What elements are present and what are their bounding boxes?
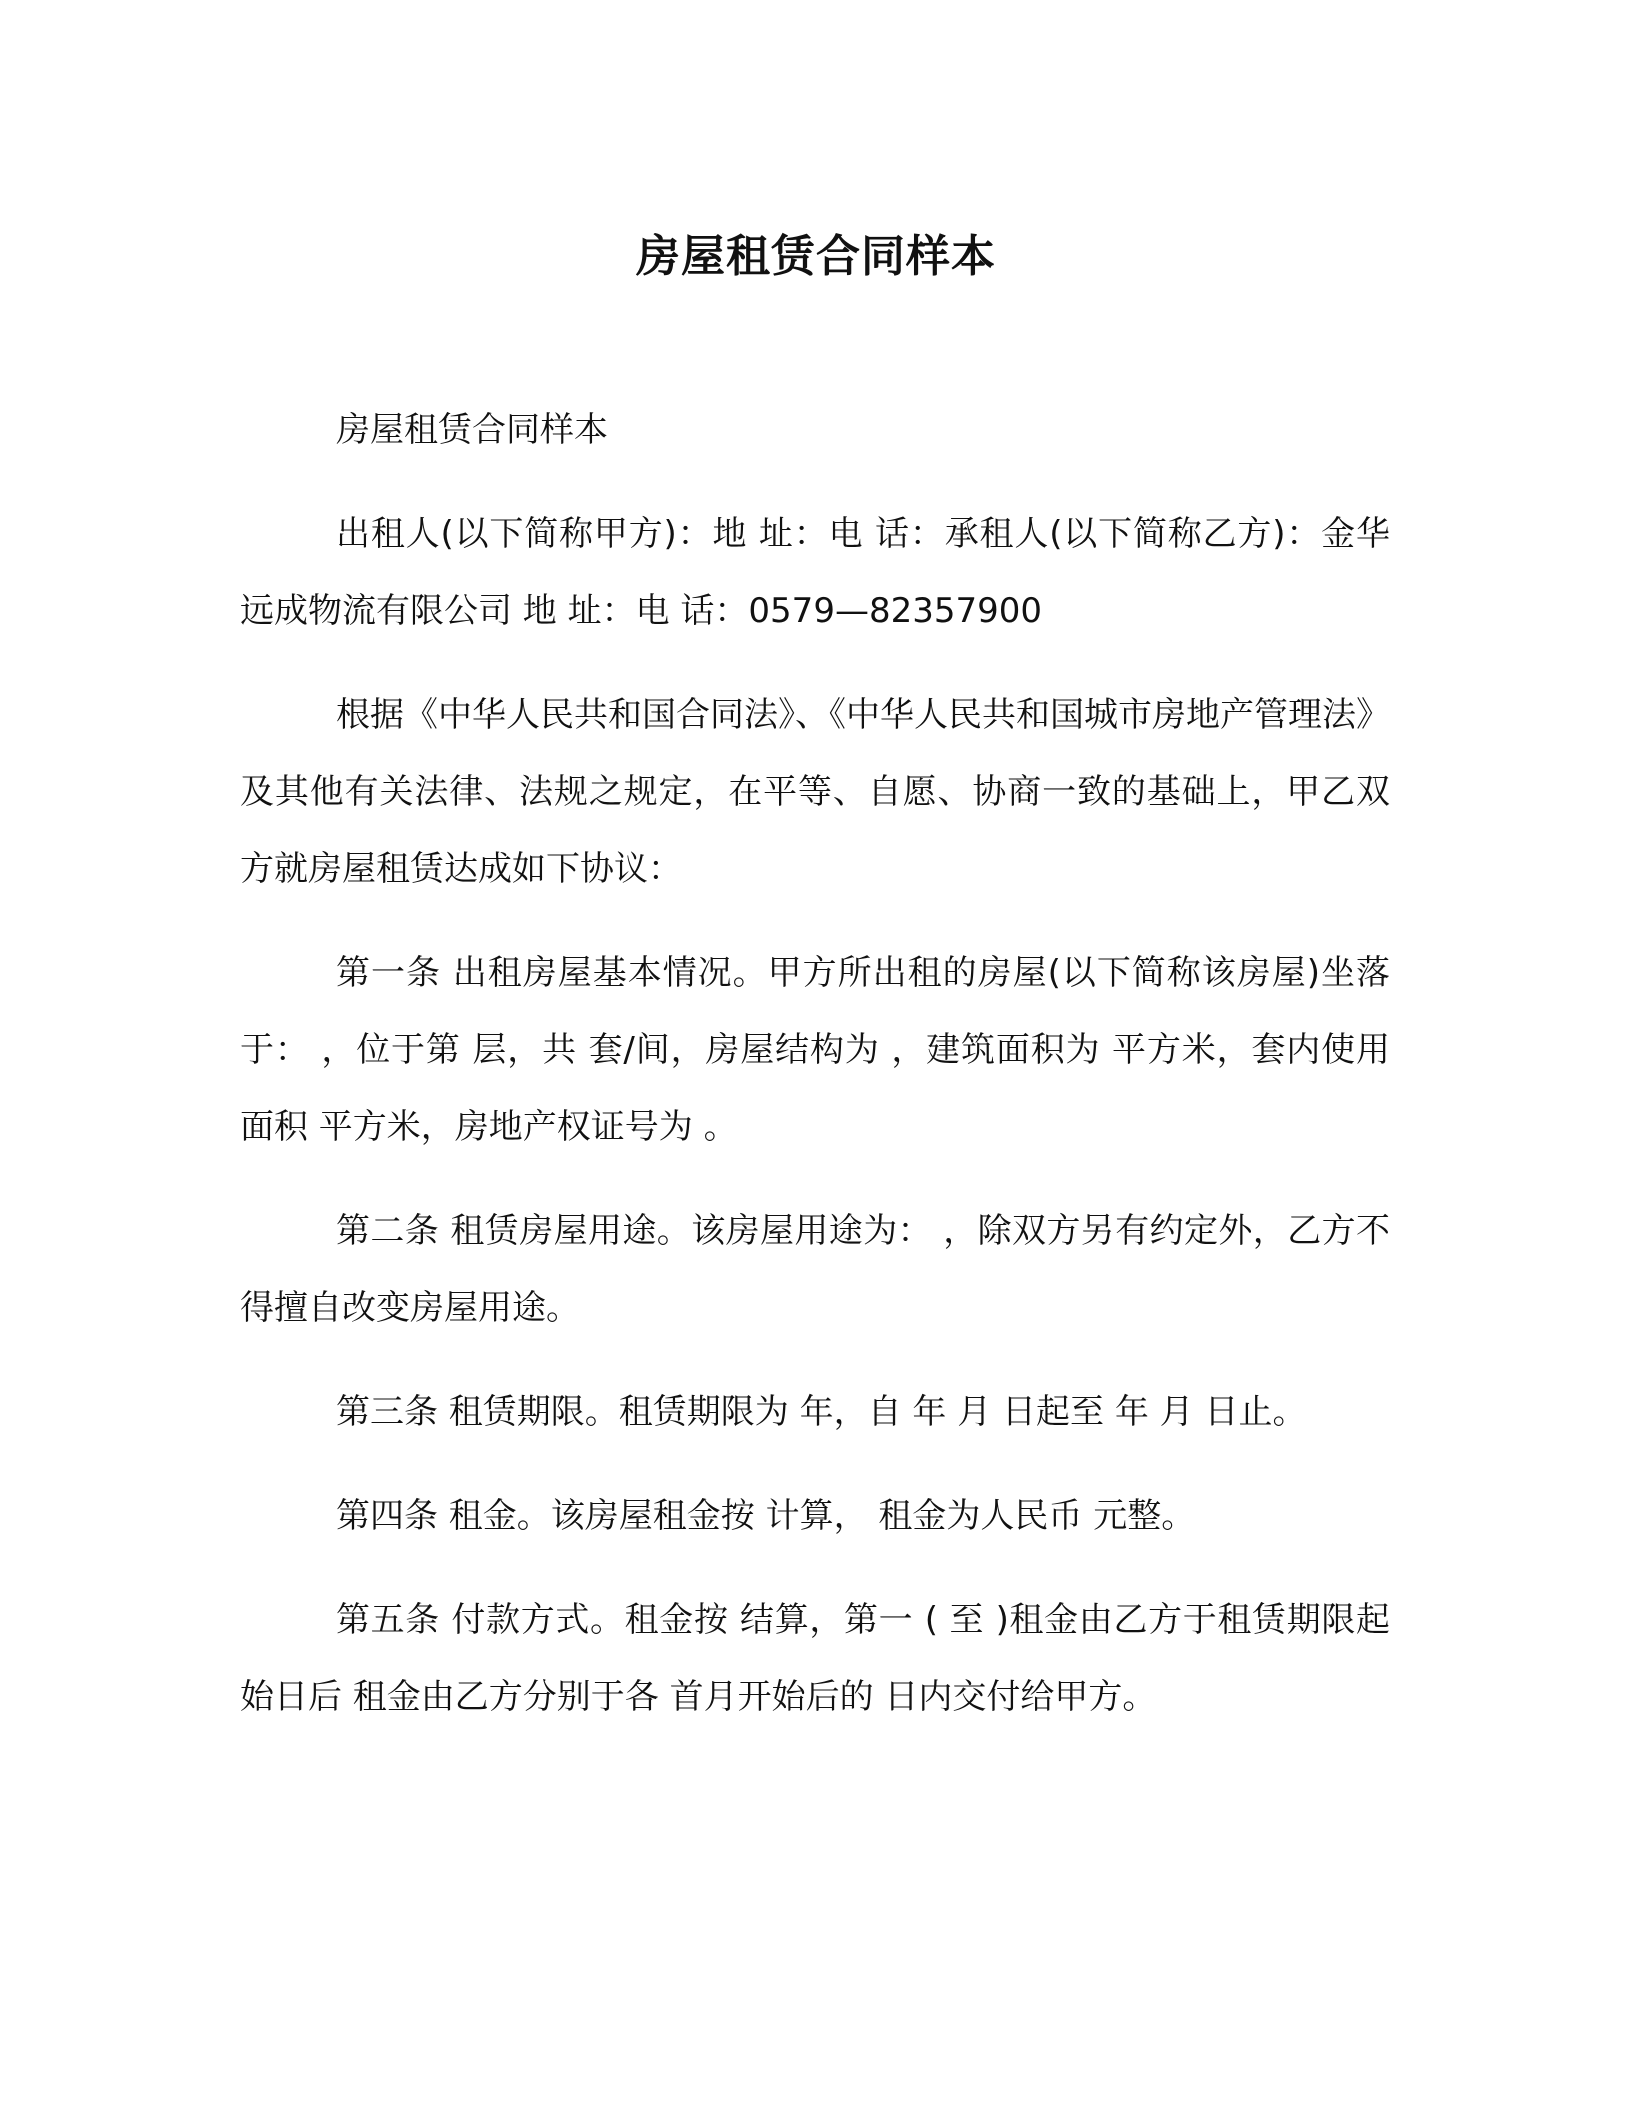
paragraph-article-3: 第三条 租赁期限。租赁期限为 年，自 年 月 日起至 年 月 日止。 bbox=[336, 1392, 1307, 1432]
paragraph-article-4: 第四条 租金。该房屋租金按 计算， 租金为人民币 元整。 bbox=[336, 1496, 1196, 1536]
paragraph-article-5: 第五条 付款方式。租金按 结算，第一 ( 至 )租金由乙方于租赁期限起始日后 租金由乙方分别于各 首月开始后的 日内交付给甲方。 bbox=[240, 1600, 1390, 1717]
paragraph-article-2: 第二条 租赁房屋用途。该房屋用途为： ，除双方另有约定外，乙方不得擅自改变房屋用途。 bbox=[240, 1211, 1390, 1328]
paragraph-legal-basis: 根据《中华人民共和国合同法》、《中华人民共和国城市房地产管理法》及其他有关法律、法规之规定，在平等、自愿、协商一致的基础上，甲乙双方就房屋租赁达成如下协议： bbox=[240, 695, 1390, 889]
document-body bbox=[240, 392, 1390, 1763]
paragraph-subtitle: 房屋租赁合同样本 bbox=[336, 410, 608, 450]
paragraph-parties: 出租人(以下简称甲方)：地 址：电 话：承租人(以下简称乙方)：金华远成物流有限公司 地 址：电 话：0579—82357900 bbox=[240, 514, 1390, 631]
paragraph-article-1: 第一条 出租房屋基本情况。甲方所出租的房屋(以下简称该房屋)坐落于： ，位于第 层，共 套/间，房屋结构为 ，建筑面积为 平方米，套内使用面积 平方米，房地产权证号为 。 bbox=[240, 953, 1390, 1147]
document-title: 房屋租赁合同样本 bbox=[636, 231, 996, 282]
